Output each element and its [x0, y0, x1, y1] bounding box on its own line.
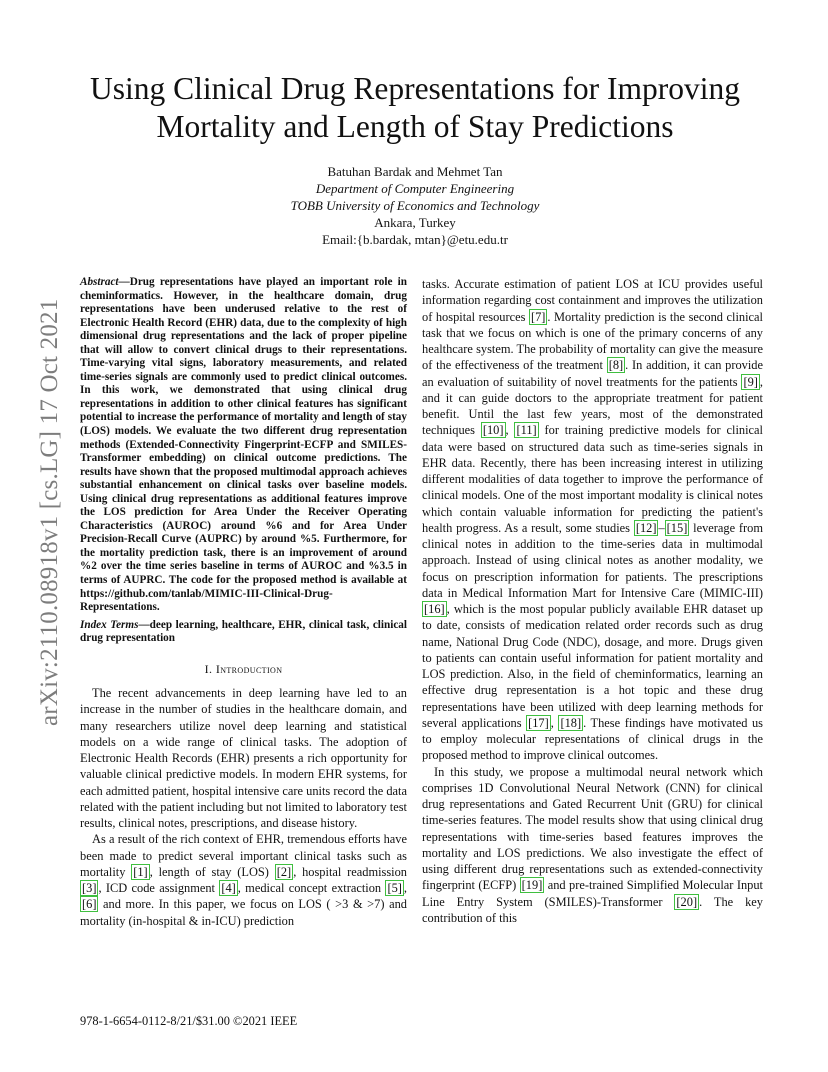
author-university: TOBB University of Economics and Technology	[290, 198, 540, 213]
citation-link[interactable]: [5]	[387, 881, 402, 896]
citation-link[interactable]: [3]	[82, 881, 97, 896]
paper-title	[60, 70, 770, 146]
citation-link[interactable]: [2]	[276, 864, 292, 879]
citation-link[interactable]: [6]	[82, 897, 97, 912]
intro-paragraph-3	[422, 764, 763, 927]
author-email: Email:{b.bardak, mtan}@etu.edu.tr	[322, 232, 508, 247]
text-run: , length of stay (LOS)	[149, 864, 275, 879]
text-run: and more. In this paper, we focus on LOS ( >3 & >7) and mortality (in-hospital & in-ICU) prediction	[80, 897, 407, 928]
title-line-2: Mortality and Length of Stay Predictions	[156, 109, 674, 144]
text-run: As a result of the rich context of EHR, tremendous efforts have been made to predict several important clinical tasks such as mortality	[80, 832, 407, 879]
text-run: . Mortality prediction is the second clinical task that we focus on which is one of the primary concerns of any healthcare system. The probability of mortality can give the measure of the effectiveness of the treatment	[422, 309, 763, 373]
text-run: ,	[403, 881, 407, 896]
section-title: Introduction	[215, 661, 283, 676]
abstract	[80, 276, 407, 615]
abstract-text: —Drug representations have played an important role in cheminformatics. However, in the healthcare domain, drug representations have been underused relative to the rest of Electronic Health Record (EHR) data, due to the complexity of high dimensional drug representations and the lack of proper pipeline that will allow to convert clinical drugs to their representations. Time-varying vital signs, laboratory measurements, and related time-series signals are commonly used to predict clinical outcomes. In this work, we demonstrated that using clinical drug representations in addition to other clinical features has significant potential to increase the performance of mortality and length of stay (LOS) models. We evaluate the two different drug representation methods (Extended-Connectivity Fingerprint-ECFP and SMILES-Transformer embedding) on clinical outcome predictions. The results have shown that the proposed multimodal approach achieves substantial enhancement on clinical tasks over baseline models. Using clinical drug representations as additional features improve the LOS prediction for Area Under the Receiver Operating Characteristics (AUROC) around %6 and for Area Under Precision-Recall Curve (AUPRC) by around %5. Furthermore, for the mortality prediction task, there is an improvement of around %2 over the time series baseline in terms of AUROC and %3.5 in terms of AUPRC. The code for the proposed method is available at https://github.com/tanlab/MIMIC-III-Clinical-Drug-Representations.	[80, 276, 407, 614]
copyright-footer: 978-1-6654-0112-8/21/$31.00 ©2021 IEEE	[80, 1014, 298, 1028]
abstract-label: Abstract	[80, 276, 119, 288]
text-run: , hospital readmission	[293, 864, 408, 879]
citation-link[interactable]: [10]	[482, 423, 504, 438]
author-names: Batuhan Bardak and Mehmet Tan	[327, 164, 503, 179]
author-block	[60, 163, 770, 248]
text-run: ,	[550, 715, 559, 730]
intro-paragraph-1: The recent advancements in deep learning have led to an increase in the number of studies in the healthcare domain, and many researchers utilize novel deep learning and statistical models on a wide range of clinical tasks. The adoption of Electronic Health Records (EHR) presents a rich opportunity for valuable clinical predictive models. In modern EHR systems, for each admitted patient, hospital intensive care units record the data related with the patient including but not limited to laboratory test results, clinical notes, prescriptions, and disease history.	[80, 686, 407, 831]
citation-link[interactable]: [8]	[608, 358, 624, 373]
text-run: , ICD code assignment	[98, 881, 220, 896]
left-column	[80, 276, 407, 929]
right-column	[422, 276, 763, 926]
citation-link[interactable]: [15]	[666, 520, 688, 535]
intro-paragraph-2	[80, 831, 407, 929]
citation-link[interactable]: [11]	[516, 423, 537, 438]
text-run: , which is the most popular publicly available EHR dataset up to date, consists of medication related order records such as drug name, National Drug Code (NDC), dosage, and more. Drugs given to patients can contain useful information for patient mortality and LOS prediction. Also, in the field of cheminformatics, learning an effective drug representation is a hot topic and these drug representations have been utilized with deep learning methods for several applications	[422, 602, 763, 730]
text-run: leverage from clinical notes in addition to the time-series data in multimodal approach. Instead of using clinical notes as another modality, we focus on prescription information for patients. The prescriptions data in Medical Information Mart for Intensive Care (MIMIC-III)	[422, 520, 763, 600]
citation-link[interactable]: [7]	[530, 309, 546, 324]
author-location: Ankara, Turkey	[374, 215, 456, 230]
index-terms-text: —deep learning, healthcare, EHR, clinical task, clinical drug representation	[80, 618, 407, 645]
text-run: –	[658, 520, 665, 535]
section-heading-introduction	[80, 661, 407, 677]
title-block	[60, 70, 770, 146]
author-department: Department of Computer Engineering	[315, 181, 515, 196]
index-terms	[80, 619, 407, 646]
title-line-1: Using Clinical Drug Representations for Improving	[89, 71, 740, 106]
text-run: . In addition, it can provide an evaluation of suitability of novel treatments for the patients	[422, 358, 763, 389]
citation-link[interactable]: [9]	[743, 374, 758, 389]
section-number: I.	[204, 661, 216, 676]
citation-link[interactable]: [17]	[528, 715, 549, 730]
text-run: , medical concept extraction	[237, 881, 386, 896]
intro-paragraph-2-continued	[422, 276, 763, 764]
text-run: . The key contribution of this	[422, 894, 763, 925]
citation-link[interactable]: [1]	[133, 864, 148, 879]
text-run: for training predictive models for clinical data were based on structured data such as time-series signals in EHR data. Recently, there has been increasing interest in utilizing different modalities of data together to improve the performance of clinical models. One of the most important modality is clinical notes which contain valuable information for predicting the patient's health progress. As a result, some studies	[422, 423, 763, 535]
text-run: ,	[505, 423, 515, 438]
citation-link[interactable]: [20]	[676, 894, 698, 909]
citation-link[interactable]: [18]	[560, 715, 582, 730]
citation-link[interactable]: [16]	[424, 602, 445, 616]
citation-link[interactable]: [19]	[521, 878, 543, 893]
text-run: , and it can guide doctors to the appropriate treatment for patient benefit. Until the last few years, most of the demonstrated techniques	[422, 374, 763, 438]
text-run: . These findings have motivated us to employ molecular representations of clinical drugs in the proposed method to improve clinical outcomes.	[422, 715, 763, 763]
citation-link[interactable]: [4]	[221, 881, 236, 896]
arxiv-identifier: arXiv:2110.08918v1 [cs.LG] 17 Oct 2021	[36, 298, 63, 726]
text-run: tasks. Accurate estimation of patient LOS at ICU provides useful information regarding cost containment and improves the utilization of hospital resources	[422, 277, 763, 324]
citation-link[interactable]: [12]	[635, 520, 657, 535]
text-run: and pre-trained Simplified Molecular Input Line Entry System (SMILES)-Transformer	[422, 878, 763, 909]
index-terms-label: Index Terms	[80, 618, 139, 631]
text-run: In this study, we propose a multimodal neural network which comprises 1D Convolutional Neural Network (CNN) for clinical drug representations and Gated Recurrent Unit (GRU) for clinical time-series features. The model results show that using clinical drug representations with time-series based features improves the mortality and LOS predictions. We also investigate the effect of using different drug representations such as extended-connectivity fingerprint (ECFP)	[422, 764, 763, 893]
